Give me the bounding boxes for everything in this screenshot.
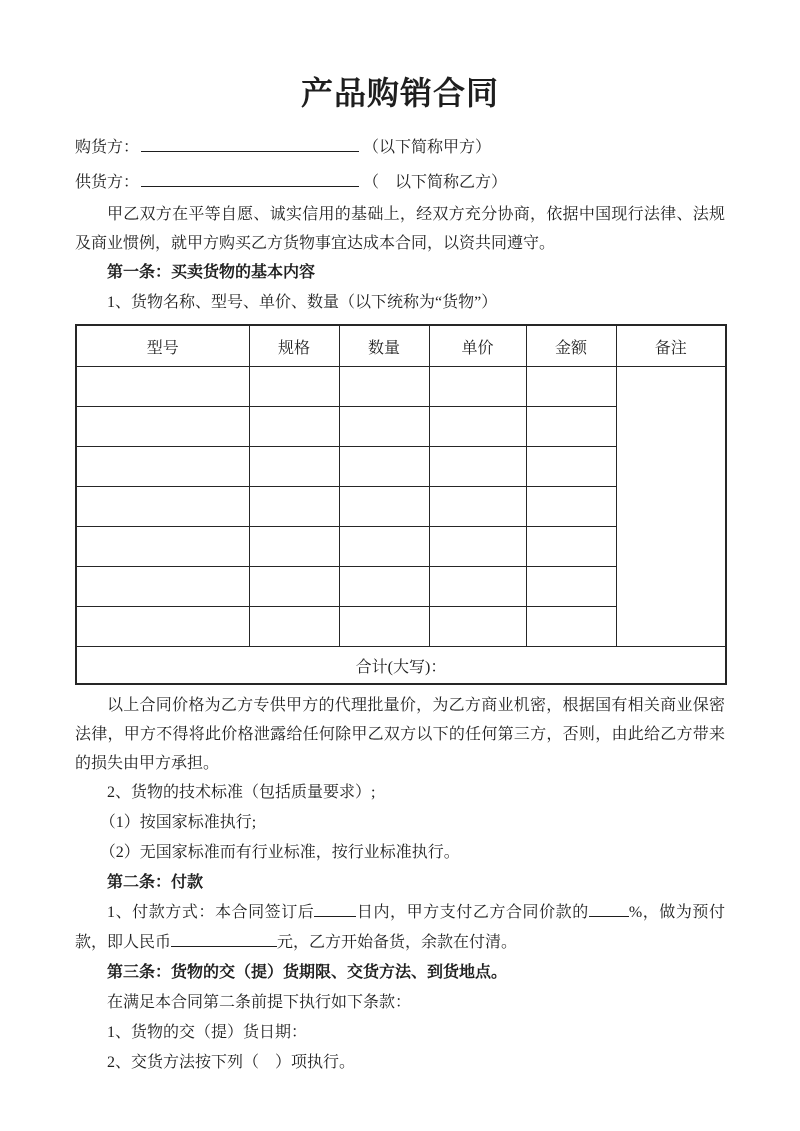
goods-table-empty-cell [526,487,616,527]
goods-table-empty-cell [429,607,526,647]
article1-item2-sub2: （2）无国家标准而有行业标准，按行业标准执行。 [99,844,460,861]
goods-table-empty-cell [249,487,339,527]
col-header-model: 型号 [76,325,249,367]
payment-seg4: 元，乙方开始备货，余款在付清。 [277,934,518,951]
buyer-line [75,130,725,165]
goods-table-empty-cell [249,367,339,407]
col-header-amount: 金额 [526,325,616,367]
goods-table-empty-cell [249,407,339,447]
goods-table-empty-cell [249,447,339,487]
seller-label: 供货方： [75,174,140,191]
seller-line [75,165,725,200]
goods-table-empty-cell [526,527,616,567]
goods-table-empty-cell [249,567,339,607]
price-secrecy-paragraph: 以上合同价格为乙方专供甲方的代理批量价，为乙方商业机密，根据国有相关商业保密法律，甲方不得将此价格泄露给任何除甲乙双方以下的任何第三方，否则，由此给乙方带来的损失由甲方承担。 [75,697,725,772]
goods-table-empty-cell [76,487,249,527]
goods-table-empty-cell [339,567,429,607]
seller-note: （ 以下简称乙方） [363,174,508,191]
goods-table-empty-cell [339,607,429,647]
intro-paragraph: 甲乙双方在平等自愿、诚实信用的基础上，经双方充分协商，依据中国现行法律、法规及商业惯例，就甲方购买乙方货物事宜达成本合同，以资共同遵守。 [75,206,725,252]
goods-table-empty-cell [429,527,526,567]
article3-heading: 第三条：货物的交（提）货期限、交货方法、到货地点。 [107,964,508,981]
goods-table-empty-cell [339,407,429,447]
col-header-spec: 规格 [249,325,339,367]
goods-table-empty-cell [339,447,429,487]
buyer-label: 购货方： [75,139,140,156]
goods-table [75,324,727,685]
goods-table-empty-cell [526,447,616,487]
article3-item2: 2、交货方法按下列（ ）项执行。 [107,1054,356,1071]
col-header-quantity: 数量 [339,325,429,367]
goods-table-header-row [76,325,726,367]
goods-table-empty-cell [526,407,616,447]
goods-table-empty-cell [249,607,339,647]
col-header-remarks: 备注 [616,325,726,367]
goods-table-empty-cell [76,567,249,607]
goods-table-empty-cell [249,527,339,567]
goods-table-empty-cell [526,367,616,407]
article1-item1: 1、货物名称、型号、单价、数量（以下统称为“货物”） [107,294,498,311]
goods-table-empty-cell [429,407,526,447]
article1-item2: 2、货物的技术标准（包括质量要求）; [107,784,376,801]
goods-table-empty-cell [526,607,616,647]
total-in-words-cell: 合计(大写)： [76,647,726,685]
payment-seg1: 1、付款方式：本合同签订后 [107,904,315,921]
goods-table-empty-cell [339,527,429,567]
goods-table-empty-row [76,367,726,407]
buyer-note: （以下简称甲方） [363,139,492,156]
goods-table-empty-cell [339,487,429,527]
goods-table-empty-cell [339,367,429,407]
seller-name-blank [141,171,359,187]
payment-days-blank [314,901,356,917]
payment-percent-blank [589,901,629,917]
goods-table-empty-cell [429,487,526,527]
col-header-unit-price: 单价 [429,325,526,367]
goods-table-empty-cell [429,367,526,407]
article1-heading: 第一条：买卖货物的基本内容 [107,264,316,281]
article1-item2-sub1: （1）按国家标准执行; [99,814,257,831]
article2-heading: 第二条：付款 [107,874,204,891]
goods-table-empty-cell [429,447,526,487]
remarks-merged-cell [616,367,726,647]
goods-table-empty-cell [76,407,249,447]
goods-table-total-row [76,647,726,685]
article3-item1: 1、货物的交（提）货日期： [107,1024,308,1041]
payment-terms-paragraph [75,898,725,958]
payment-seg2: 日内，甲方支付乙方合同价款的 [356,904,589,921]
payment-amount-blank [171,931,277,947]
goods-table-empty-cell [76,447,249,487]
goods-table-empty-cell [76,607,249,647]
document-title: 产品购销合同 [300,75,499,111]
buyer-name-blank [141,136,359,152]
goods-table-empty-cell [526,567,616,607]
goods-table-empty-cell [76,367,249,407]
goods-table-empty-cell [76,527,249,567]
article3-lead-in: 在满足本合同第二条前提下执行如下条款： [107,994,412,1011]
payment-seg3: %，做为预付款，即人民币 [75,904,725,951]
goods-table-empty-cell [429,567,526,607]
